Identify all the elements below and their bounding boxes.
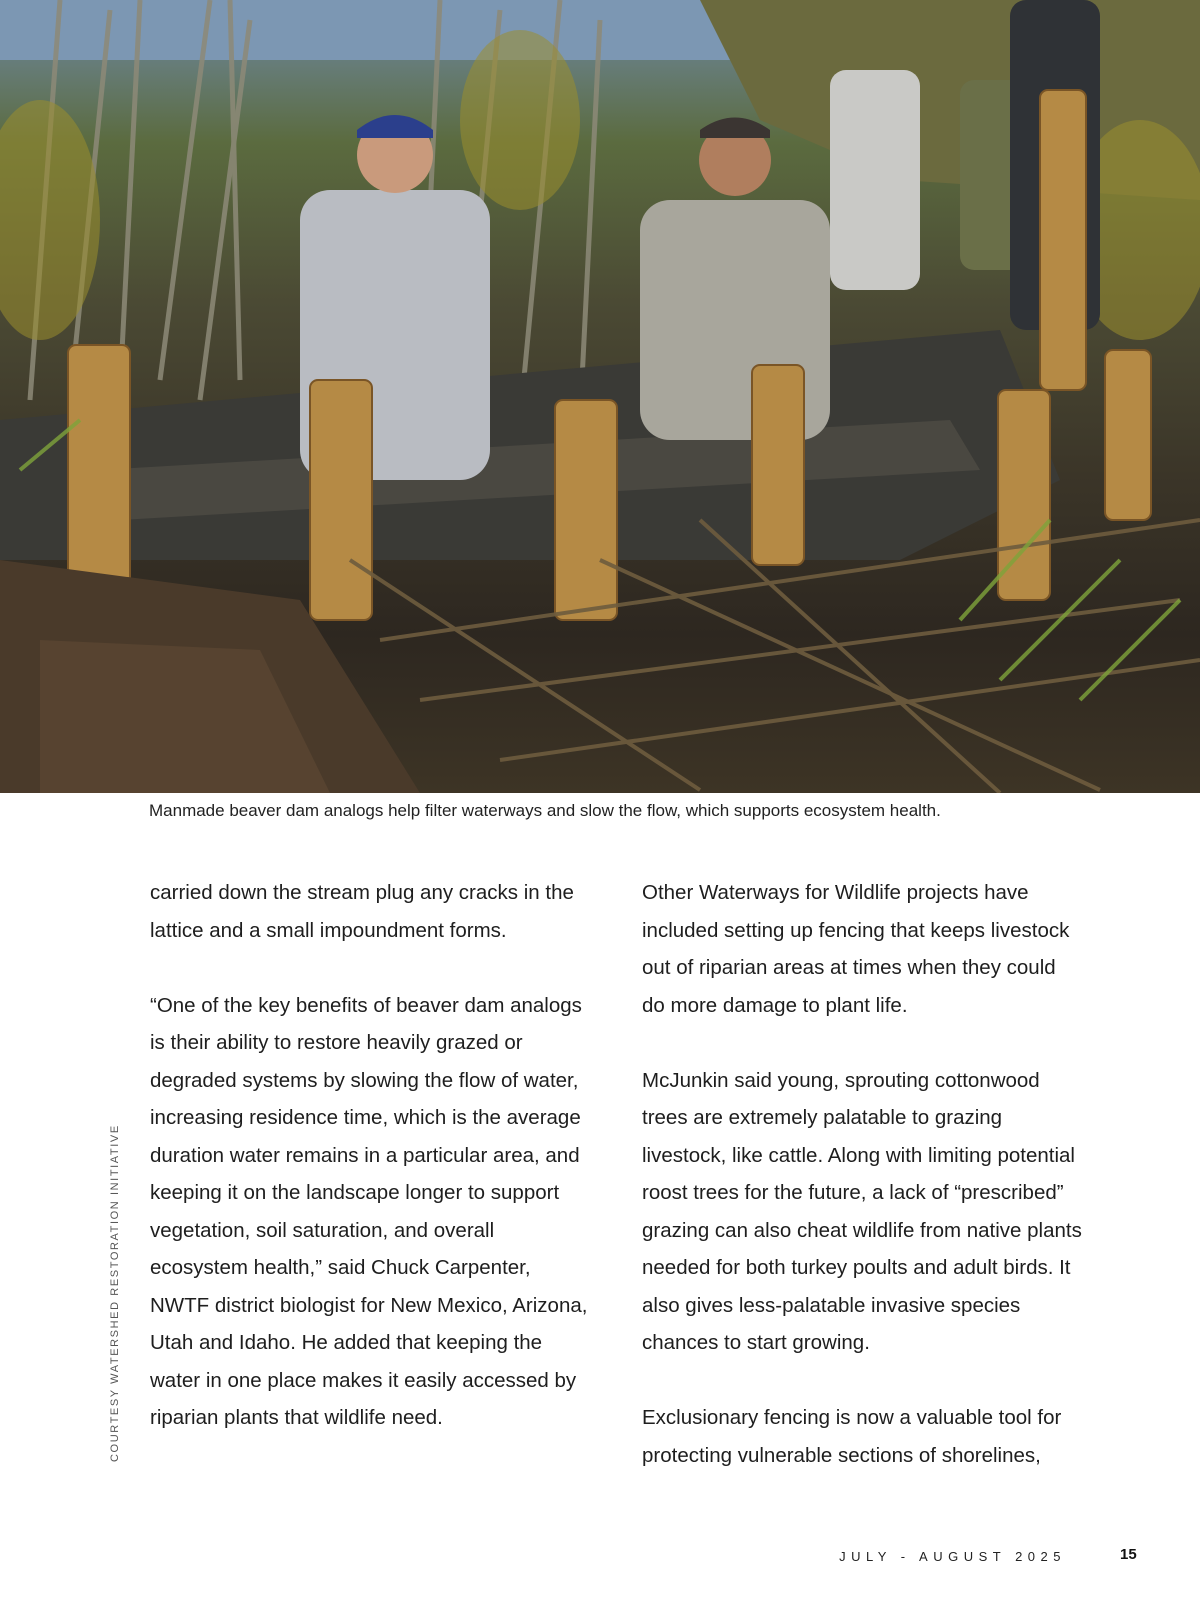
article-photo: [0, 0, 1200, 793]
paragraph: McJunkin said young, sprouting cottonwood trees are extremely palatable to grazing livestock, like cattle. Along with limiting potential roost trees for the future, a lack of “prescribed” grazing can also cheat wildlife from native plants needed for both turkey poults and adult birds. It also gives less-palatable invasive species chances to start growing.: [642, 1068, 1082, 1354]
article-column-left: [150, 874, 590, 1474]
photo-credit: COURTESY WATERSHED RESTORATION INITIATIVE: [109, 1124, 121, 1462]
article-column-right: [642, 874, 1082, 1512]
paragraph: carried down the stream plug any cracks in the lattice and a small impoundment forms.: [150, 881, 574, 942]
page-number: 15: [1120, 1546, 1137, 1563]
photo-caption: Manmade beaver dam analogs help filter waterways and slow the flow, which supports ecosystem health.: [149, 801, 941, 820]
issue-date: JULY - AUGUST 2025: [839, 1549, 1066, 1564]
paragraph: “One of the key benefits of beaver dam analogs is their ability to restore heavily grazed or degraded systems by slowing the flow of water, increasing residence time, which is the average duration water remains in a particular area, and keeping it on the landscape longer to support vegetation, soil saturation, and overall ecosystem health,” said Chuck Carpenter, NWTF district biologist for New Mexico, Arizona, Utah and Idaho. He added that keeping the water in one place makes it easily accessed by riparian plants that wildlife need.: [150, 993, 588, 1429]
beaver-dam-photo-illustration: [0, 0, 1200, 793]
paragraph: Other Waterways for Wildlife projects have included setting up fencing that keeps livestock out of riparian areas at times when they could do more damage to plant life.: [642, 881, 1070, 1017]
paragraph: Exclusionary fencing is now a valuable tool for protecting vulnerable sections of shorelines,: [642, 1406, 1062, 1467]
